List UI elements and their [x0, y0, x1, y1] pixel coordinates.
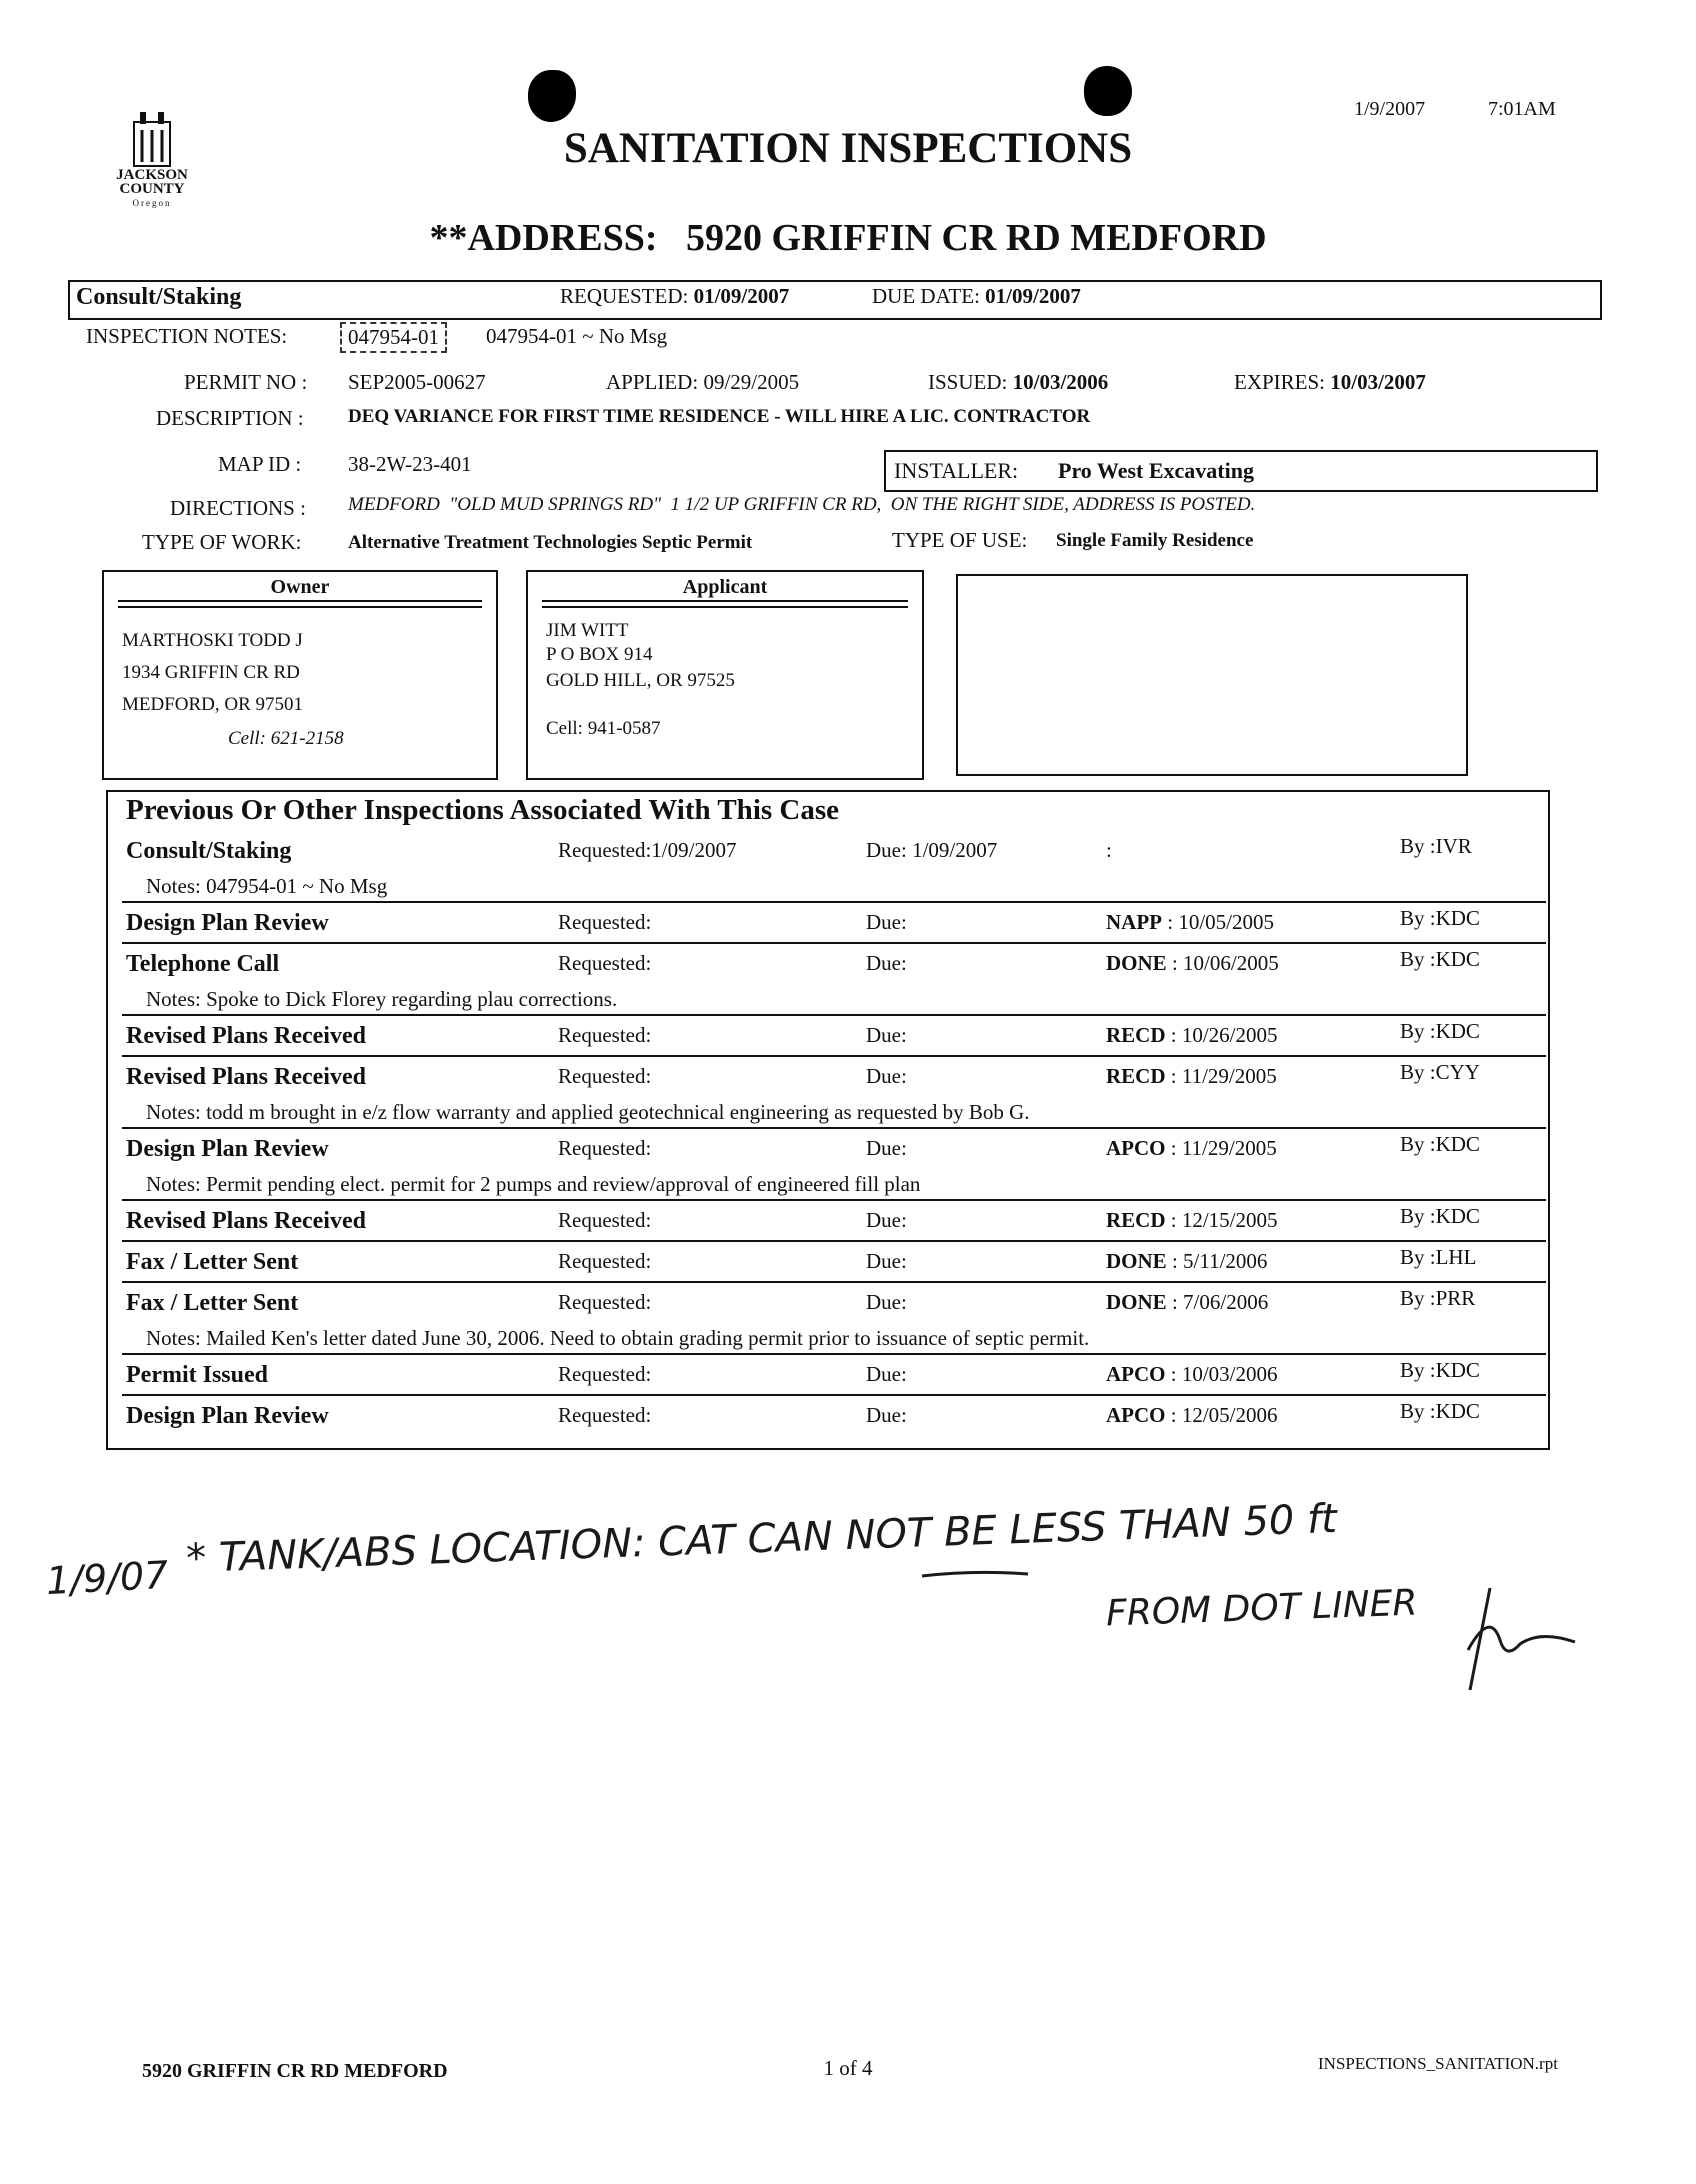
inspection-row-status — [1106, 910, 1274, 935]
inspection-row-type: Fax / Letter Sent — [126, 1290, 299, 1316]
inspection-row-by: By :LHL — [1400, 1245, 1477, 1269]
inspection-row-status — [1106, 1403, 1278, 1428]
inspection-row-requested: Requested: — [558, 1403, 652, 1427]
type-of-use: Single Family Residence — [1056, 530, 1254, 551]
inspection-row-type: Revised Plans Received — [126, 1064, 366, 1090]
row-divider — [122, 1353, 1546, 1355]
owner-street: 1934 GRIFFIN CR RD — [122, 662, 300, 683]
inspection-row-status-date: : 12/15/2005 — [1170, 1208, 1278, 1232]
inspection-row-requested: Requested: — [558, 951, 652, 975]
print-date: 1/9/2007 — [1354, 98, 1426, 120]
page-title: SANITATION INSPECTIONS — [563, 125, 1133, 172]
page-number: 1 of 4 — [823, 2056, 873, 2080]
row-divider — [122, 1055, 1546, 1057]
permit-label: PERMIT NO : — [184, 370, 308, 394]
applied-date: APPLIED: 09/29/2005 — [606, 370, 800, 394]
applicant-cell: Cell: 941-0587 — [546, 718, 661, 739]
inspection-row-status-date: : 7/06/2006 — [1171, 1290, 1269, 1314]
inspection-row-notes: Notes: 047954-01 ~ No Msg — [146, 874, 388, 898]
inspection-notes-label: INSPECTION NOTES: — [86, 324, 288, 348]
report-name: INSPECTIONS_SANITATION.rpt — [1318, 2054, 1558, 2073]
inspection-row-status — [1106, 1208, 1278, 1233]
hole-punch-mark — [1084, 66, 1132, 116]
inspection-row-status-date: : 10/05/2005 — [1167, 910, 1275, 934]
print-time: 7:01AM — [1488, 98, 1556, 120]
row-divider — [122, 1014, 1546, 1016]
inspection-row-status — [1106, 1064, 1277, 1089]
installer-box — [884, 450, 1598, 492]
map-id: 38-2W-23-401 — [348, 452, 472, 476]
inspection-type: Consult/Staking — [76, 284, 242, 310]
inspection-row-due: Due: — [866, 1249, 907, 1273]
inspection-row-due: Due: — [866, 1208, 907, 1232]
inspection-row-status — [1106, 1023, 1278, 1048]
blank-box — [956, 574, 1468, 776]
inspection-row-requested: Requested: — [558, 1290, 652, 1314]
inspection-row-status-code: RECD — [1106, 1064, 1166, 1088]
inspection-row-status-code: DONE — [1106, 1249, 1167, 1273]
inspection-notes-text: 047954-01 ~ No Msg — [486, 324, 668, 348]
inspection-row-type: Consult/Staking — [126, 838, 292, 864]
inspection-row-due: Due: 1/09/2007 — [866, 838, 998, 862]
inspection-row-by: By :KDC — [1400, 1132, 1480, 1156]
applicant-heading: Applicant — [542, 572, 908, 616]
installer-name: Pro West Excavating — [1058, 458, 1254, 483]
handwritten-initials-icon — [1450, 1580, 1580, 1700]
inspection-row-type: Fax / Letter Sent — [126, 1249, 299, 1275]
inspection-row-type: Revised Plans Received — [126, 1023, 366, 1049]
inspection-row-requested: Requested: — [558, 910, 652, 934]
inspection-row-notes: Notes: Permit pending elect. permit for 2 pumps and review/approval of engineered fill plan — [146, 1172, 921, 1196]
inspection-row-status — [1106, 1249, 1267, 1274]
applicant-name: JIM WITT — [546, 620, 629, 641]
owner-name: MARTHOSKI TODD J — [122, 630, 303, 651]
inspection-row-status-date: : 11/29/2005 — [1170, 1064, 1277, 1088]
inspection-row-type: Revised Plans Received — [126, 1208, 366, 1234]
inspection-row-notes: Notes: Spoke to Dick Florey regarding plau corrections. — [146, 987, 618, 1011]
handwritten-date: 1/9/07 — [44, 1552, 170, 1604]
row-divider — [122, 1394, 1546, 1396]
inspection-bar — [68, 280, 1602, 320]
row-divider — [122, 1281, 1546, 1283]
inspection-row-status-date: : 5/11/2006 — [1171, 1249, 1268, 1273]
inspection-row-status-date: : 10/26/2005 — [1170, 1023, 1278, 1047]
inspection-row-by: By :KDC — [1400, 947, 1480, 971]
inspection-row-by: By :KDC — [1400, 906, 1480, 930]
description: DEQ VARIANCE FOR FIRST TIME RESIDENCE - WILL HIRE A LIC. CONTRACTOR — [348, 406, 1091, 427]
inspection-row-status-date: : 11/29/2005 — [1170, 1136, 1277, 1160]
row-divider — [122, 901, 1546, 903]
inspection-row-notes: Notes: todd m brought in e/z flow warranty and applied geotechnical engineering as requested by Bob G. — [146, 1100, 1030, 1124]
inspection-row-status-code: DONE — [1106, 1290, 1167, 1314]
inspection-row-due: Due: — [866, 1136, 907, 1160]
expires-date: EXPIRES: 10/03/2007 — [1234, 370, 1426, 394]
row-divider — [122, 1199, 1546, 1201]
directions: MEDFORD "OLD MUD SPRINGS RD" 1 1/2 UP GRIFFIN CR RD, ON THE RIGHT SIDE, ADDRESS IS POSTED. — [348, 494, 1256, 515]
inspection-row-status: : — [1106, 838, 1112, 862]
inspection-row-type: Design Plan Review — [126, 1403, 329, 1429]
row-divider — [122, 1240, 1546, 1242]
inspection-row-due: Due: — [866, 1362, 907, 1386]
inspection-row-status — [1106, 951, 1279, 976]
inspection-row-status-code: RECD — [1106, 1208, 1166, 1232]
owner-heading: Owner — [118, 572, 482, 616]
handwritten-line-1: * TANK/ABS LOCATION: CAT CAN NOT BE LESS THAN 50 ft — [185, 1495, 1338, 1583]
handwritten-line-2: FROM DOT LINER — [1105, 1582, 1419, 1635]
permit-number: SEP2005-00627 — [348, 370, 486, 394]
inspection-row-by: By :PRR — [1400, 1286, 1476, 1310]
owner-box — [102, 570, 498, 780]
inspection-row-due: Due: — [866, 1064, 907, 1088]
owner-cell: Cell: 621-2158 — [228, 728, 344, 749]
inspection-row-status — [1106, 1362, 1278, 1387]
inspection-row-type: Telephone Call — [126, 951, 280, 977]
inspection-row-type: Permit Issued — [126, 1362, 268, 1388]
inspection-row-requested: Requested: — [558, 1023, 652, 1047]
applicant-box — [526, 570, 924, 780]
description-label: DESCRIPTION : — [156, 406, 304, 430]
inspection-row-status-code: APCO — [1106, 1362, 1166, 1386]
inspection-row-requested: Requested:1/09/2007 — [558, 838, 737, 862]
inspection-row-requested: Requested: — [558, 1136, 652, 1160]
applicant-street: P O BOX 914 — [546, 644, 653, 665]
applicant-city: GOLD HILL, OR 97525 — [546, 670, 735, 691]
hole-punch-mark — [528, 70, 576, 122]
inspection-row-type: Design Plan Review — [126, 1136, 329, 1162]
county-logo-text: JACKSON COUNTY Oregon — [116, 167, 188, 208]
inspection-row-requested: Requested: — [558, 1362, 652, 1386]
row-divider — [122, 1127, 1546, 1129]
inspection-row-notes: Notes: Mailed Ken's letter dated June 30, 2006. Need to obtain grading permit prior to issuance of septic permit. — [146, 1326, 1090, 1350]
inspection-row-due: Due: — [866, 1290, 907, 1314]
inspection-row-requested: Requested: — [558, 1064, 652, 1088]
installer-label: INSTALLER: — [894, 458, 1019, 483]
directions-label: DIRECTIONS : — [170, 496, 306, 520]
previous-inspections-title: Previous Or Other Inspections Associated With This Case — [126, 794, 840, 826]
handwritten-underline — [920, 1568, 1030, 1582]
type-of-use-label: TYPE OF USE: — [892, 528, 1028, 552]
inspection-row-status — [1106, 1136, 1277, 1161]
inspection-row-by: By :KDC — [1400, 1204, 1480, 1228]
inspection-row-due: Due: — [866, 910, 907, 934]
inspection-row-due: Due: — [866, 1023, 907, 1047]
inspection-row-requested: Requested: — [558, 1208, 652, 1232]
inspection-row-due: Due: — [866, 951, 907, 975]
inspection-row-status-code: NAPP — [1106, 910, 1162, 934]
inspection-notes-code: 047954-01 — [340, 322, 447, 353]
inspection-row-status-code: DONE — [1106, 951, 1167, 975]
inspection-row-status — [1106, 1290, 1268, 1315]
inspection-row-type: Design Plan Review — [126, 910, 329, 936]
type-of-work-label: TYPE OF WORK: — [142, 530, 302, 554]
inspection-row-by: By :KDC — [1400, 1399, 1480, 1423]
inspection-row-by: By :KDC — [1400, 1019, 1480, 1043]
inspection-row-requested: Requested: — [558, 1249, 652, 1273]
inspection-row-by: By :KDC — [1400, 1358, 1480, 1382]
inspection-row-status-date: : 10/06/2005 — [1171, 951, 1279, 975]
issued-date: ISSUED: 10/03/2006 — [928, 370, 1109, 394]
due-date: DUE DATE: 01/09/2007 — [872, 284, 1081, 308]
requested-date: REQUESTED: 01/09/2007 — [560, 284, 790, 308]
inspection-row-status-code: RECD — [1106, 1023, 1166, 1047]
row-divider — [122, 942, 1546, 944]
inspection-row-due: Due: — [866, 1403, 907, 1427]
map-id-label: MAP ID : — [218, 452, 302, 476]
inspection-row-status-date: : 12/05/2006 — [1170, 1403, 1278, 1427]
owner-city: MEDFORD, OR 97501 — [122, 694, 304, 715]
type-of-work: Alternative Treatment Technologies Septic Permit — [348, 532, 753, 553]
inspection-row-status-code: APCO — [1106, 1403, 1166, 1427]
inspection-row-by: By :CYY — [1400, 1060, 1480, 1084]
inspection-row-by: By :IVR — [1400, 834, 1472, 858]
inspection-row-status-code: APCO — [1106, 1136, 1166, 1160]
footer-address: 5920 GRIFFIN CR RD MEDFORD — [142, 2060, 448, 2082]
address-heading: **ADDRESS: 5920 GRIFFIN CR RD MEDFORD — [429, 217, 1267, 259]
inspection-row-status-date: : 10/03/2006 — [1170, 1362, 1278, 1386]
